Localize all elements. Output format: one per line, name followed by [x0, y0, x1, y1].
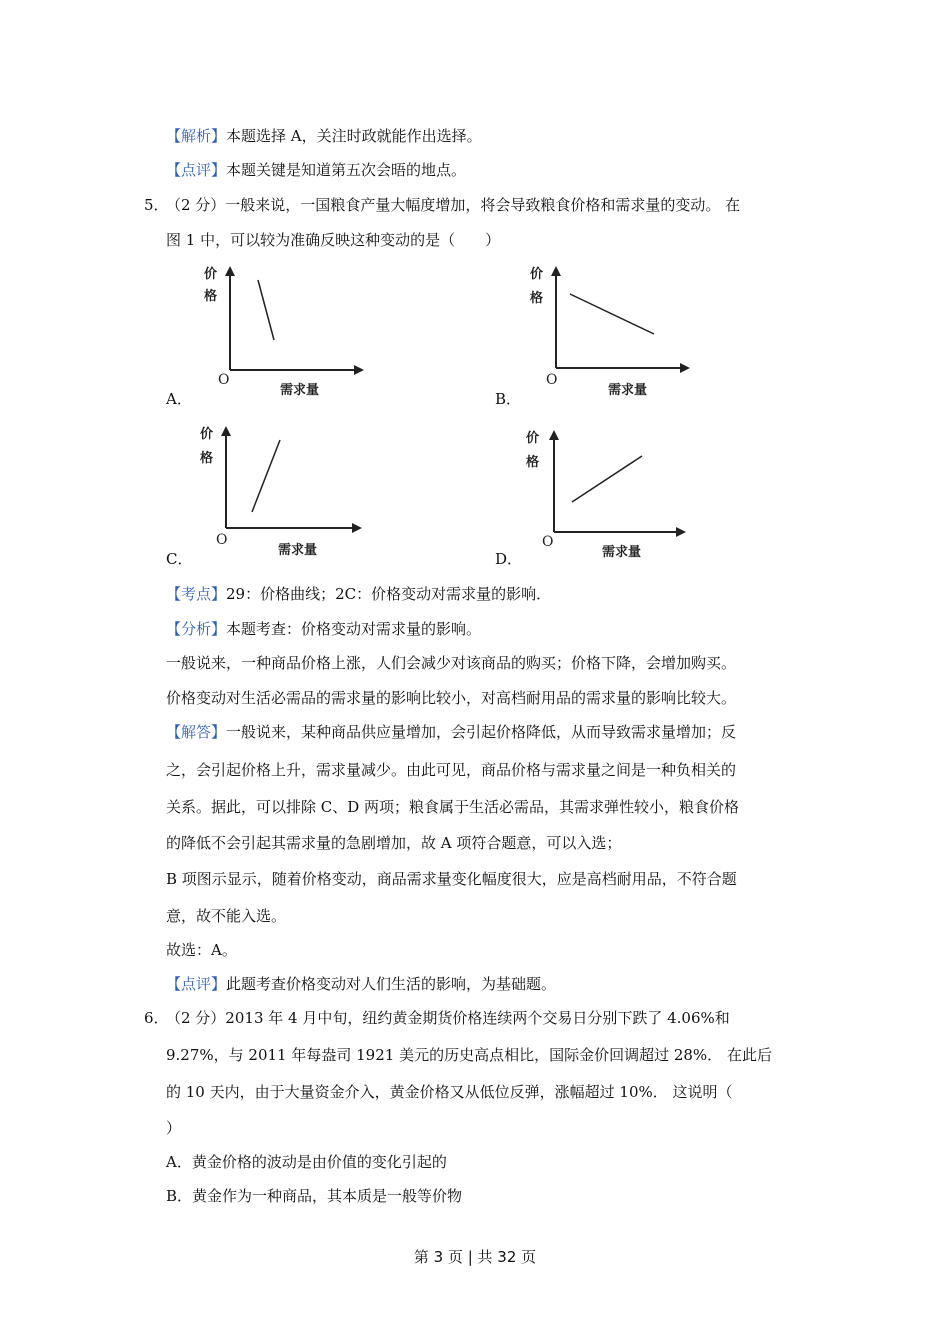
origin-label: O	[218, 372, 230, 388]
page-footer: 第 3 页 | 共 32 页	[413, 1248, 537, 1266]
origin-label: O	[546, 372, 558, 388]
q6-option-b: B．黄金作为一种商品，其本质是一般等价物	[166, 1187, 463, 1205]
q5-stem-line2: 图 1 中，可以较为准确反映这种变动的是（ ）	[166, 231, 501, 249]
q6-stem-line2: 9.27%，与 2011 年每盎司 1921 美元的历史高点相比，国际金价回调超过 28%． 在此后	[166, 1046, 772, 1064]
q5-answer: 故选：A。	[166, 941, 237, 959]
x-label: 需求量	[278, 543, 318, 558]
q6-option-a: A．黄金价格的波动是由价值的变化引起的	[166, 1153, 447, 1171]
q6-stem-line3: 的 10 天内，由于大量资金介入，黄金价格又从低位反弹，涨幅超过 10%． 这说明（	[166, 1083, 733, 1101]
analysis-tag: 【解析】	[166, 127, 227, 145]
q5-review	[166, 974, 556, 994]
jieda-tag: 【解答】	[166, 723, 227, 741]
fenxi-line3: 价格变动对生活必需品的需求量的影响比较小，对高档耐用品的需求量的影响比较大。	[166, 689, 737, 707]
origin-label: O	[216, 532, 228, 548]
x-label: 需求量	[608, 383, 648, 398]
review-tag: 【点评】	[166, 975, 227, 993]
jieda-line6: 意，故不能入选。	[166, 907, 287, 925]
q4-review	[166, 160, 466, 180]
demand-line-b	[570, 294, 654, 334]
y-label-1: 价	[200, 427, 214, 442]
fenxi-tag: 【分析】	[166, 620, 227, 638]
demand-line-a	[258, 280, 274, 340]
q5-jieda	[166, 722, 736, 742]
demand-line-d	[572, 456, 642, 502]
jieda-line5: B 项图示显示，随着价格变动，商品需求量变化幅度很大，应是高档耐用品，不符合题	[166, 870, 737, 888]
q5-fenxi	[166, 619, 481, 639]
jieda-line4: 的降低不会引起其需求量的急剧增加，故 A 项符合题意，可以入选；	[166, 834, 622, 852]
x-label: 需求量	[602, 545, 642, 560]
jieda-line1: 一般说来，某种商品供应量增加，会引起价格降低，从而导致需求量增加；反	[226, 723, 737, 741]
y-label-1: 价	[204, 267, 218, 282]
y-label-1: 价	[526, 431, 540, 446]
q6-number: 6．	[144, 1009, 169, 1027]
fenxi-line2: 一般说来，一种商品价格上涨，人们会减少对该商品的购买；价格下降，会增加购买。	[166, 654, 737, 672]
origin-label: O	[542, 534, 554, 550]
option-d-label: D．	[495, 550, 523, 568]
review-tag: 【点评】	[166, 161, 227, 179]
option-a-label: A．	[166, 390, 192, 408]
y-label-1: 价	[530, 267, 544, 282]
y-label-2: 格	[530, 291, 544, 306]
graph-option-a	[196, 262, 366, 402]
graph-option-d	[520, 422, 690, 562]
analysis-text: 本题选择 A，关注时政就能作出选择。	[226, 127, 482, 145]
q4-analysis	[166, 126, 482, 146]
y-label-2: 格	[204, 289, 218, 304]
q6-stem-line4: ）	[166, 1119, 182, 1137]
fenxi-text: 本题考查：价格变动对需求量的影响。	[226, 620, 482, 638]
demand-line-c	[252, 440, 280, 512]
q5-stem-line1: （2 分）一般来说，一国粮食产量大幅度增加，将会导致粮食价格和需求量的变动。 在	[166, 196, 741, 214]
option-b-label: B．	[495, 390, 522, 408]
jieda-line2: 之，会引起价格上升，需求量减少。由此可见，商品价格与需求量之间是一种负相关的	[166, 761, 737, 779]
kaodian-tag: 【考点】	[166, 585, 227, 603]
option-c-label: C．	[166, 550, 193, 568]
jieda-line3: 关系。据此，可以排除 C、D 两项；粮食属于生活必需品，其需求弹性较小，粮食价格	[166, 798, 740, 816]
kaodian-text: 29：价格曲线；2C：价格变动对需求量的影响．	[226, 585, 552, 603]
x-label: 需求量	[280, 383, 320, 398]
y-label-2: 格	[200, 451, 214, 466]
q5-kaodian	[166, 584, 551, 604]
review-text: 此题考查价格变动对人们生活的影响，为基础题。	[226, 975, 557, 993]
graph-option-b	[524, 262, 694, 402]
y-label-2: 格	[526, 455, 540, 470]
graph-option-c	[196, 422, 366, 562]
q6-stem-line1: （2 分）2013 年 4 月中旬，纽约黄金期货价格连续两个交易日分别下跌了 4.06%和	[166, 1009, 730, 1027]
q5-number: 5．	[144, 196, 169, 214]
review-text: 本题关键是知道第五次会晤的地点。	[226, 161, 467, 179]
